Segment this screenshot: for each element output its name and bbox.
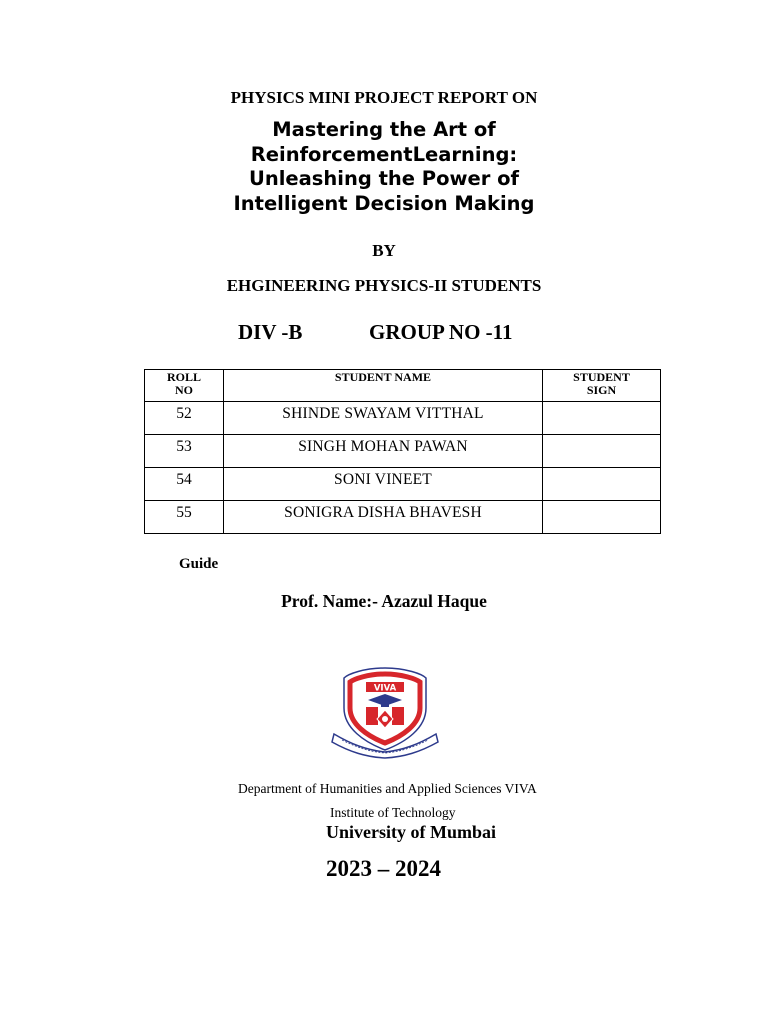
sign-cell <box>543 501 661 534</box>
roll-cell: 54 <box>145 468 224 501</box>
sign-header-line: STUDENT <box>573 370 630 384</box>
guide-label: Guide <box>179 556 219 572</box>
division-label: DIV -B <box>238 320 303 344</box>
roll-header-line: ROLL <box>166 370 201 384</box>
group-label: GROUP NO -11 <box>369 320 513 344</box>
student-sign-header <box>543 370 661 402</box>
institute-text: Institute of Technology <box>330 805 456 820</box>
table-row <box>145 501 661 534</box>
viva-crest-icon <box>326 664 444 760</box>
students-label: EHGINEERING PHYSICS-II STUDENTS <box>226 276 542 295</box>
name-cell: SONI VINEET <box>224 468 543 501</box>
title-line: ReinforcementLearning: <box>250 142 518 166</box>
name-cell: SINGH MOHAN PAWAN <box>224 435 543 468</box>
title-line: Mastering the Art of <box>272 118 496 141</box>
sign-cell <box>543 402 661 435</box>
title-line: Unleashing the Power of <box>248 167 520 190</box>
roll-cell: 52 <box>145 402 224 435</box>
roll-no-header <box>145 370 224 402</box>
academic-year: 2023 – 2024 <box>326 856 441 881</box>
project-title <box>0 118 768 216</box>
by-label: BY <box>372 241 396 260</box>
logo-text: VIVA <box>373 683 397 694</box>
roll-cell: 55 <box>145 501 224 534</box>
sign-header-line: SIGN <box>586 383 617 397</box>
name-cell: SONIGRA DISHA BHAVESH <box>224 501 543 534</box>
table-header-row <box>145 370 661 402</box>
professor-name: Prof. Name:- Azazul Haque <box>281 591 487 611</box>
roll-header-line: NO <box>175 383 193 397</box>
student-name-header: STUDENT NAME <box>224 370 543 402</box>
table-row <box>145 468 661 501</box>
department-text: Department of Humanities and Applied Sciences VIVA <box>238 781 537 796</box>
roll-cell: 53 <box>145 435 224 468</box>
table-row <box>145 435 661 468</box>
title-line: Intelligent Decision Making <box>233 191 535 215</box>
students-table <box>144 369 661 534</box>
report-heading: PHYSICS MINI PROJECT REPORT ON <box>230 88 538 107</box>
university-name: University of Mumbai <box>326 822 496 842</box>
sign-cell <box>543 468 661 501</box>
sign-cell <box>543 435 661 468</box>
name-cell: SHINDE SWAYAM VITTHAL <box>224 402 543 435</box>
table-row <box>145 402 661 435</box>
